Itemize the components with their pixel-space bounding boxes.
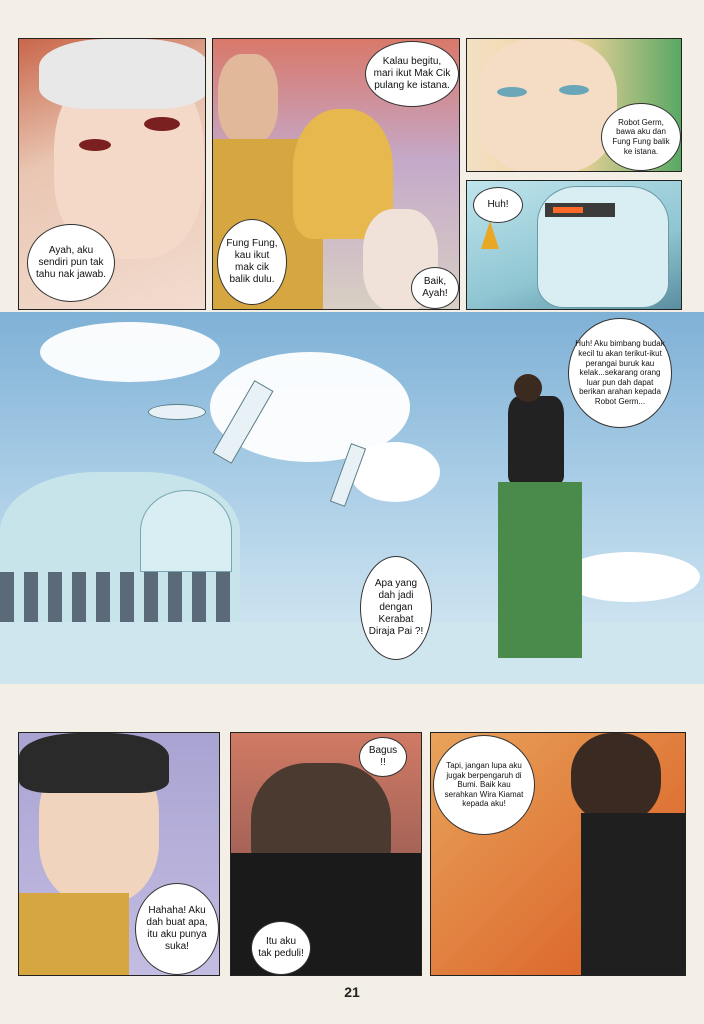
bubble-text: Kalau begitu, mari ikut Mak Cik pulang ke istana. bbox=[373, 56, 451, 91]
character-eye-left bbox=[497, 87, 527, 97]
bubble-text: Itu aku tak peduli! bbox=[258, 936, 304, 959]
page-number: 21 bbox=[344, 984, 360, 1000]
character-eye-right bbox=[144, 117, 180, 131]
character-eye-left bbox=[79, 139, 111, 151]
panel-top-2 bbox=[212, 38, 460, 310]
bubble-text: Hahaha! Aku dah buat apa, itu aku punya suka! bbox=[146, 905, 208, 952]
bubble-text: Huh! Aku bimbang budak kecil tu akan terikut-ikut perangai buruk kau kelak...sekarang orang luar pun dah dapat berikan arahan kepada Robot Germ... bbox=[575, 339, 665, 406]
hero-head bbox=[514, 374, 542, 402]
robot-eye-glow bbox=[553, 207, 583, 213]
hero-legs bbox=[498, 482, 582, 658]
bubble-text: Ayah, aku sendiri pun tak tahu nak jawab. bbox=[35, 245, 107, 280]
speech-bubble bbox=[27, 224, 115, 302]
panel-top-1 bbox=[18, 38, 206, 310]
speech-bubble-right bbox=[568, 318, 672, 428]
panel-top-3 bbox=[466, 38, 682, 172]
panel-bottom-2 bbox=[230, 732, 422, 976]
cloud bbox=[40, 322, 220, 382]
speech-bubble bbox=[135, 883, 219, 975]
character-hair bbox=[19, 733, 169, 793]
bubble-text: Bagus !! bbox=[368, 745, 398, 768]
hero-head bbox=[571, 733, 661, 823]
speech-bubble-right bbox=[411, 267, 459, 309]
bubble-text: Tapi, jangan lupa aku jugak berpengaruh di Bumi. Baik kau serahkan Wira Kiamat kepada aku! bbox=[444, 761, 524, 809]
bubble-text: Fung Fung, kau ikut mak cik balik dulu. bbox=[226, 238, 278, 285]
golden-armor bbox=[19, 893, 129, 976]
sparkle-icon bbox=[481, 221, 499, 249]
speech-bubble-bottom bbox=[251, 921, 311, 975]
speech-bubble-left bbox=[217, 219, 287, 305]
guard-row bbox=[0, 572, 240, 622]
speech-bubble bbox=[601, 103, 681, 171]
speech-bubble-center bbox=[360, 556, 432, 660]
bubble-text: Apa yang dah jadi dengan Kerabat Diraja Pai ?! bbox=[368, 578, 424, 637]
speech-bubble-top bbox=[359, 737, 407, 777]
panel-top-4 bbox=[466, 180, 682, 310]
panel-bottom-1 bbox=[18, 732, 220, 976]
character-eye-right bbox=[559, 85, 589, 95]
bubble-text: Baik, Ayah! bbox=[422, 276, 448, 299]
speech-bubble bbox=[433, 735, 535, 835]
bubble-text: Robot Germ, bawa aku dan Fung Fung balik ke istana. bbox=[612, 117, 670, 156]
ground bbox=[0, 622, 704, 684]
hero-body bbox=[581, 813, 686, 976]
character-man bbox=[218, 54, 278, 144]
speech-bubble-top bbox=[365, 41, 459, 107]
hero-torso bbox=[508, 396, 564, 484]
panel-middle bbox=[0, 312, 704, 684]
flying-ship bbox=[148, 404, 206, 420]
character-hair bbox=[39, 39, 206, 109]
palace-dome bbox=[140, 490, 232, 572]
speech-bubble bbox=[473, 187, 523, 223]
panel-bottom-3 bbox=[430, 732, 686, 976]
bubble-text: Huh! bbox=[487, 199, 509, 210]
character-queen-face bbox=[477, 39, 617, 172]
